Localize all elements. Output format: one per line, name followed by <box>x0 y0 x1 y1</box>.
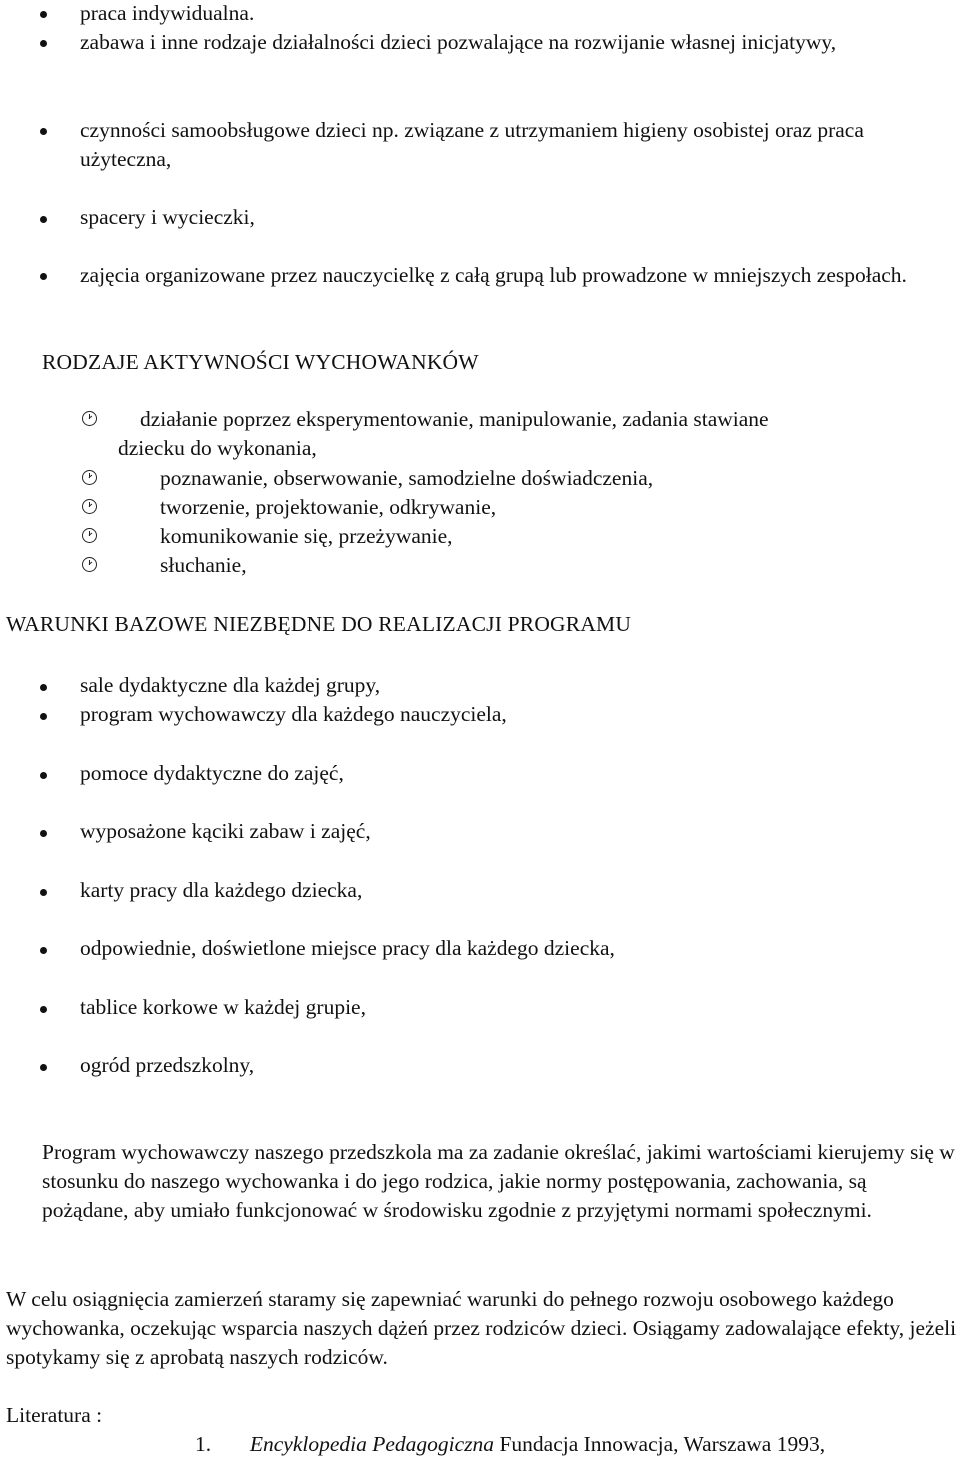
bullet-icon <box>40 11 47 18</box>
list-item: karty pracy dla każdego dziecka, <box>80 878 363 902</box>
list-item: komunikowanie się, przeżywanie, <box>160 524 453 548</box>
clock-icon <box>82 528 97 543</box>
clock-icon <box>82 411 97 426</box>
bullet-icon <box>40 713 47 720</box>
list-item: poznawanie, obserwowanie, samodzielne doświadczenia, <box>160 466 654 490</box>
bullet-icon <box>40 216 47 223</box>
list-item: odpowiednie, doświetlone miejsce pracy dla każdego dziecka, <box>80 936 615 960</box>
literature-item-number: 1. <box>195 1432 212 1456</box>
bullet-icon <box>40 889 47 896</box>
list-item: słuchanie, <box>160 553 247 577</box>
bullet-icon <box>40 273 47 280</box>
bullet-icon <box>40 830 47 837</box>
section-heading-conditions: WARUNKI BAZOWE NIEZBĘDNE DO REALIZACJI PROGRAMU <box>6 612 632 636</box>
list-item: czynności samoobsługowe dzieci np. związane z utrzymaniem higieny osobistej oraz praca użyteczna, <box>80 118 864 171</box>
bullet-icon <box>40 1006 47 1013</box>
bullet-icon <box>40 947 47 954</box>
bullet-icon <box>40 128 47 135</box>
list-item: zabawa i inne rodzaje działalności dzieci pozwalające na rozwijanie własnej inicjatywy, <box>80 30 837 54</box>
list-item: wyposażone kąciki zabaw i zajęć, <box>80 819 371 843</box>
list-item: tworzenie, projektowanie, odkrywanie, <box>160 495 497 519</box>
bullet-icon <box>40 1064 47 1071</box>
literature-item <box>195 1430 825 1459</box>
clock-icon <box>82 470 97 485</box>
list-item: pomoce dydaktyczne do zajęć, <box>80 761 344 785</box>
literature-label: Literatura : <box>6 1403 103 1427</box>
bullet-icon <box>40 684 47 691</box>
list-item: sale dydaktyczne dla każdej grupy, <box>80 673 381 697</box>
paragraph-program: Program wychowawczy naszego przedszkola ma za zadanie określać, jakimi wartościami kierujemy się w stosunku do naszego wychowanka i do jego rodzica, jakie normy postępowania, zachowania, są pożądane, aby umiało funkcjonować w środowisku zgodnie z przyjętymi normami społecznymi. <box>42 1140 955 1222</box>
list-item: praca indywidualna. <box>80 1 255 25</box>
literature-item-title: Encyklopedia Pedagogiczna <box>249 1432 495 1456</box>
bullet-icon <box>40 40 47 47</box>
section-heading-activities: RODZAJE AKTYWNOŚCI WYCHOWANKÓW <box>42 350 479 374</box>
bullet-icon <box>40 772 47 779</box>
list-item: program wychowawczy dla każdego nauczyciela, <box>80 702 507 726</box>
list-item: zajęcia organizowane przez nauczycielkę z całą grupą lub prowadzone w mniejszych zespołach. <box>80 263 907 287</box>
clock-icon <box>82 499 97 514</box>
literature-item-details: Fundacja Innowacja, Warszawa 1993, <box>499 1432 826 1456</box>
list-item: tablice korkowe w każdej grupie, <box>80 995 366 1019</box>
clock-icon <box>82 557 97 572</box>
list-item: ogród przedszkolny, <box>80 1053 255 1077</box>
list-item-line: działanie poprzez eksperymentowanie, manipulowanie, zadania stawiane <box>140 407 769 431</box>
list-item-line: dziecku do wykonania, <box>118 436 317 460</box>
paragraph-goals: W celu osiągnięcia zamierzeń staramy się zapewniać warunki do pełnego rozwoju osobowego każdego wychowanka, oczekując wsparcia naszych dążeń przez rodziców dzieci. Osiągamy zadowalające efekty, jeżeli spotykamy się z aprobatą naszych rodziców. <box>6 1287 957 1369</box>
list-item: spacery i wycieczki, <box>80 205 255 229</box>
